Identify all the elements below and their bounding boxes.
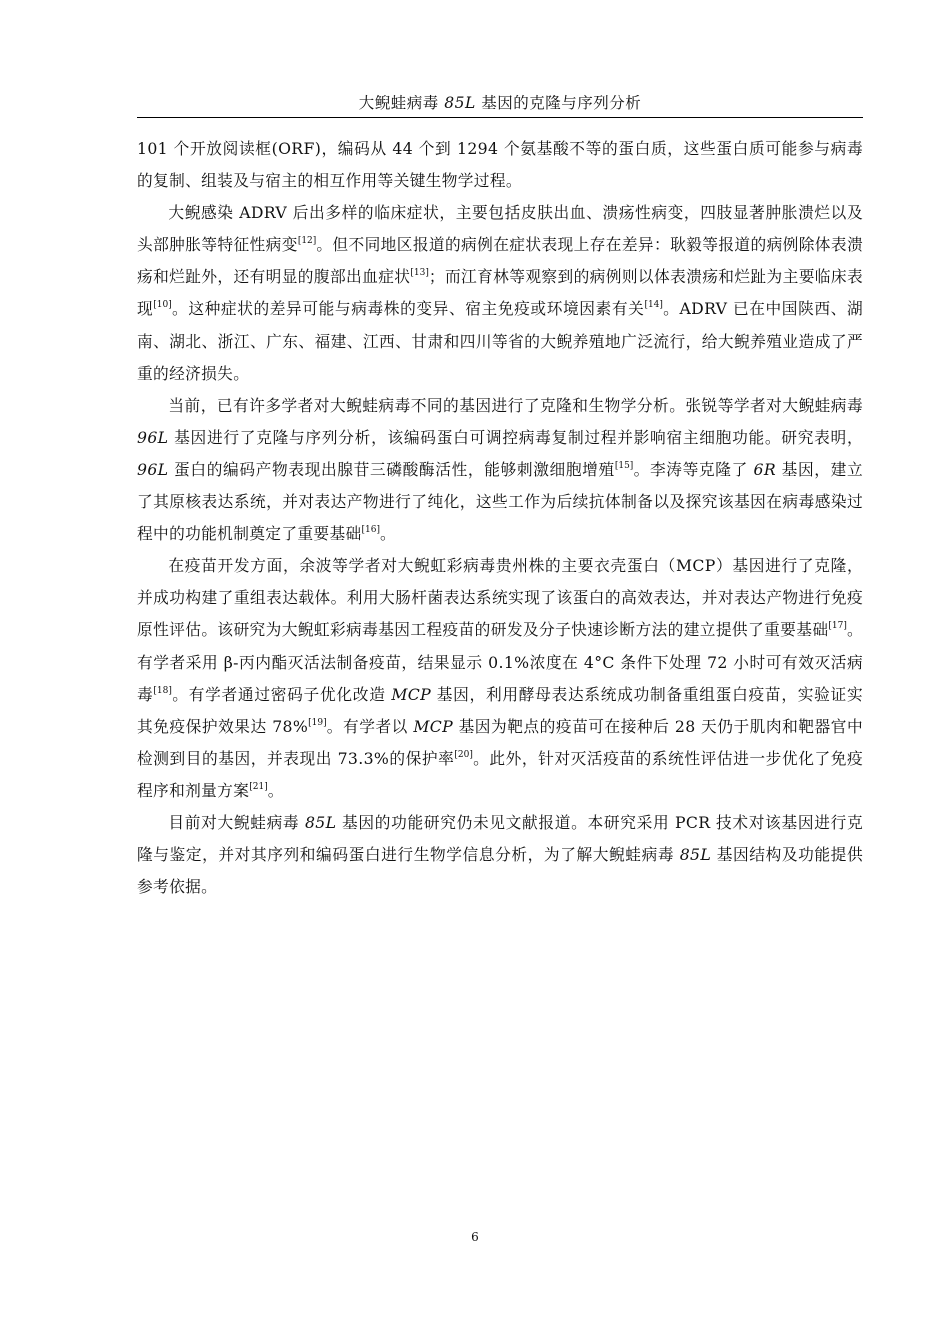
page-number: 6 bbox=[471, 1230, 479, 1244]
text-segment: 当前，已有许多学者对大鲵蛙病毒不同的基因进行了克隆和生物学分析。张锐等学者对大鲵蛙病毒 bbox=[168, 395, 863, 415]
body-text bbox=[137, 133, 863, 903]
text-segment: 。 bbox=[380, 524, 397, 544]
text-segment: 基因进行了克隆与序列分析，该编码蛋白可调控病毒复制过程并影响宿主细胞功能。研究表明， bbox=[168, 427, 863, 447]
text-segment: 。 bbox=[267, 780, 284, 800]
paragraph bbox=[137, 550, 863, 807]
paragraph bbox=[137, 197, 863, 390]
gene-name: 96L bbox=[137, 427, 169, 447]
header-title-suffix: 基因的克隆与序列分析 bbox=[475, 94, 642, 112]
citation-ref: [10] bbox=[153, 300, 172, 311]
citation-ref: [17] bbox=[828, 621, 847, 632]
gene-name: 85L bbox=[304, 812, 337, 832]
text-segment: 。ADRV 已在中国陕西、湖南、湖北、浙江、广东、福建、江西、甘肃和四川等省的大鲵养殖地广泛流行，给大鲵养殖业造成了严重的经济损失。 bbox=[137, 299, 864, 383]
citation-ref: [16] bbox=[361, 525, 381, 536]
text-segment: ；而江育林等观察到的病例则以体表溃疡和烂趾为主要临床表现 bbox=[137, 267, 863, 319]
citation-ref: [15] bbox=[614, 460, 634, 471]
citation-ref: [18] bbox=[153, 685, 172, 696]
text-segment: 蛋白的编码产物表现出腺苷三磷酸酶活性，能够刺激细胞增殖 bbox=[168, 459, 615, 479]
gene-name: 85L bbox=[679, 845, 712, 865]
citation-ref: [12] bbox=[297, 236, 317, 247]
text-segment: 。有学者采用 β-丙内酯灭活法制备疫苗，结果显示 0.1%浓度在 4°C 条件下处理 72 小时可有效灭活病毒 bbox=[137, 620, 863, 704]
text-segment: 基因，利用酵母表达系统成功制备重组蛋白疫苗，实验证实其免疫保护效果达 78% bbox=[137, 684, 864, 736]
text-segment: 基因结构及功能提供参考依据。 bbox=[137, 845, 863, 897]
text-segment: 。有学者以 bbox=[326, 716, 414, 736]
gene-name: MCP bbox=[391, 684, 431, 704]
text-segment: 基因为靶点的疫苗可在接种后 28 天仍于肌肉和靶器官中检测到目的基因，并表现出 73.3%的保护率 bbox=[137, 716, 863, 768]
citation-ref: [13] bbox=[410, 268, 429, 279]
gene-name: 96L bbox=[137, 459, 169, 479]
header-title-prefix: 大鲵蛙病毒 bbox=[358, 94, 445, 112]
header-gene-name: 85L bbox=[444, 94, 476, 112]
citation-ref: [20] bbox=[454, 749, 473, 760]
text-segment: 101 个开放阅读框(ORF)，编码从 44 个到 1294 个氨基酸不等的蛋白质，这些蛋白质可能参与病毒的复制、组装及与宿主的相互作用等关键生物学过程。 bbox=[137, 139, 863, 191]
citation-ref: [19] bbox=[308, 717, 327, 728]
text-segment: 大鲵感染 ADRV 后出多样的临床症状，主要包括皮肤出血、溃疡性病变，四肢显著肿胀溃烂以及头部肿胀等特征性病变 bbox=[137, 203, 863, 255]
text-segment: 目前对大鲵蛙病毒 bbox=[168, 812, 305, 832]
text-segment: 。李涛等克隆了 bbox=[633, 459, 754, 479]
citation-ref: [21] bbox=[249, 781, 268, 792]
text-segment: 基因的功能研究仍未见文献报道。本研究采用 PCR 技术对该基因进行克隆与鉴定，并对其序列和编码蛋白进行生物学信息分析，为了解大鲵蛙病毒 bbox=[137, 812, 863, 865]
paragraph bbox=[137, 390, 863, 550]
text-segment: 。有学者通过密码子优化改造 bbox=[171, 684, 392, 704]
text-segment: 。但不同地区报道的病例在症状表现上存在差异：耿毅等报道的病例除体表溃疡和烂趾外，还有明显的腹部出血症状 bbox=[137, 235, 864, 287]
paragraph bbox=[137, 133, 863, 197]
text-segment: 。此外，针对灭活疫苗的系统性评估进一步优化了免疫程序和剂量方案 bbox=[137, 748, 863, 800]
text-segment: 在疫苗开发方面，余波等学者对大鲵虹彩病毒贵州株的主要衣壳蛋白（MCP）基因进行了克隆，并成功构建了重组表达载体。利用大肠杆菌表达系统实现了该蛋白的高效表达，并对表达产物进行免疫原性评估。该研究为大鲵虹彩病毒基因工程疫苗的研发及分子快速诊断方法的建立提供了重要基础 bbox=[137, 556, 863, 640]
paragraph bbox=[137, 807, 863, 903]
gene-name: 6R bbox=[753, 459, 777, 479]
gene-name: MCP bbox=[413, 716, 454, 736]
citation-ref: [14] bbox=[644, 300, 663, 311]
text-segment: 。这种症状的差异可能与病毒株的变异、宿主免疫或环境因素有关 bbox=[171, 299, 645, 319]
header-rule bbox=[137, 117, 863, 118]
running-header bbox=[137, 92, 863, 114]
text-segment: 基因，建立了其原核表达系统，并对表达产物进行了纯化，这些工作为后续抗体制备以及探究该基因在病毒感染过程中的功能机制奠定了重要基础 bbox=[137, 459, 863, 544]
